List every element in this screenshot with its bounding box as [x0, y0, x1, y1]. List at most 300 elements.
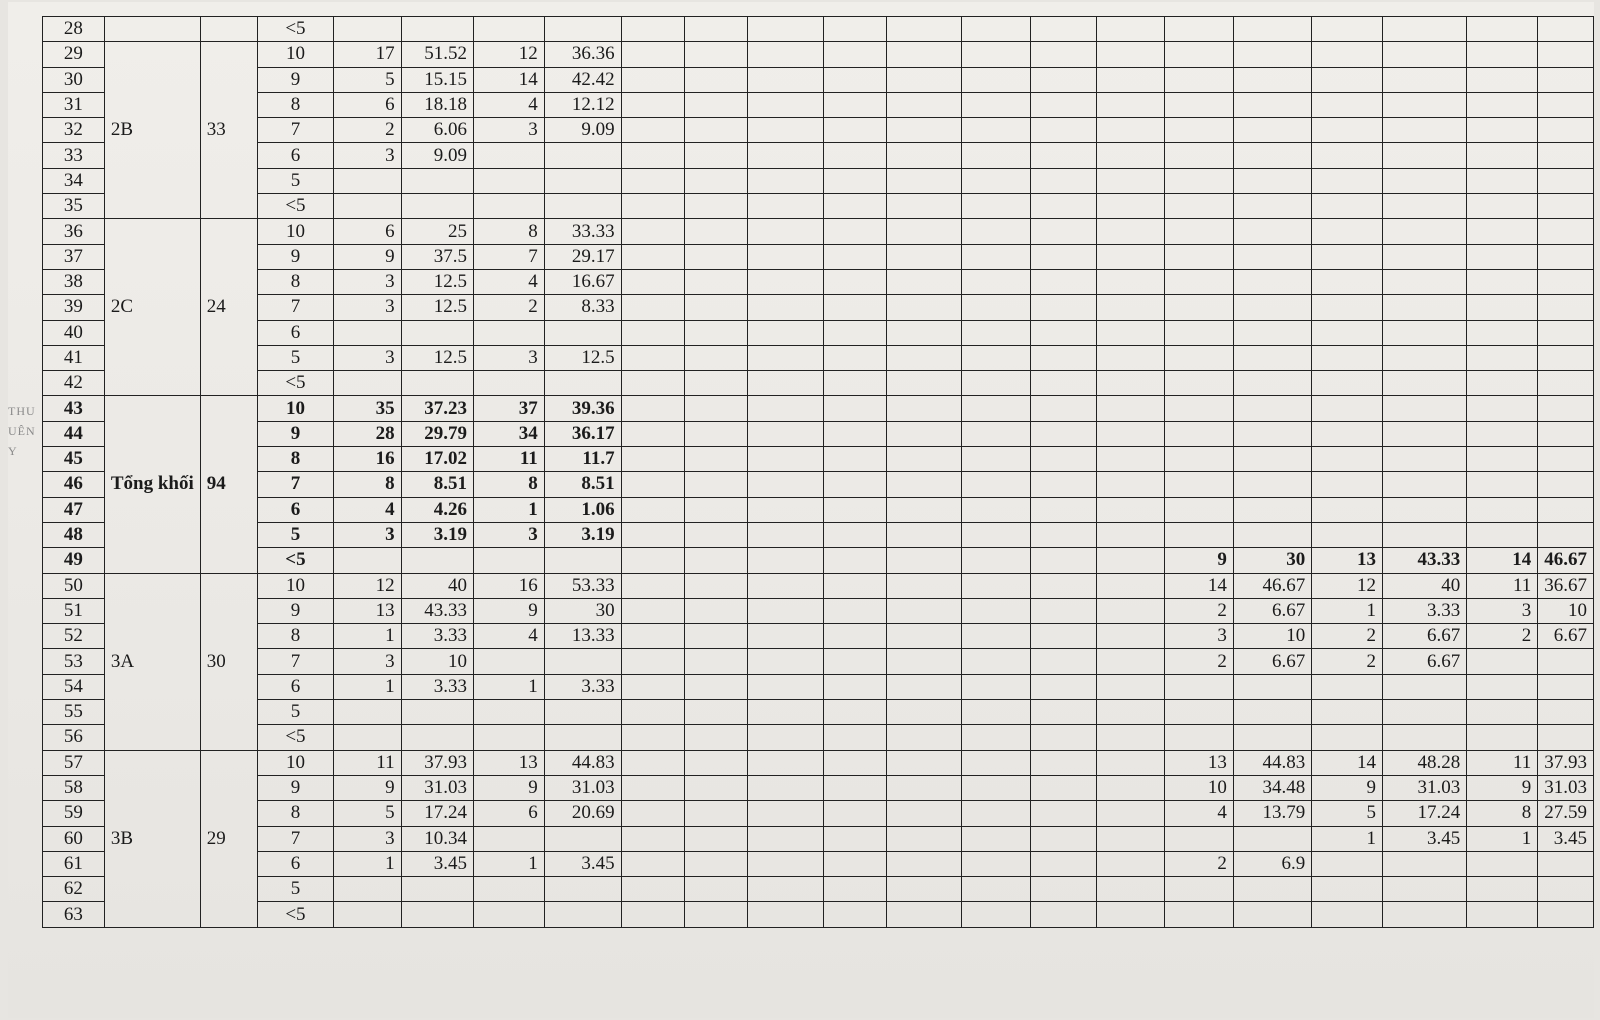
percent-cell: 37.93 [1538, 750, 1594, 775]
percent-cell [962, 725, 1031, 750]
row-number: 58 [43, 775, 105, 800]
percent-cell [1097, 244, 1165, 269]
percent-cell [1383, 902, 1467, 927]
percent-cell: 31.03 [1383, 775, 1467, 800]
percent-cell: 15.15 [401, 67, 473, 92]
count-cell [1164, 902, 1233, 927]
percent-cell [1097, 295, 1165, 320]
count-cell [1467, 522, 1538, 547]
count-cell [333, 725, 401, 750]
percent-cell: 6.67 [1383, 649, 1467, 674]
percent-cell [1383, 194, 1467, 219]
count-cell [1031, 522, 1097, 547]
count-cell [621, 902, 684, 927]
table-row [43, 497, 1594, 522]
percent-cell [684, 269, 747, 294]
count-cell: 2 [1312, 624, 1383, 649]
row-number: 57 [43, 750, 105, 775]
count-cell [1467, 649, 1538, 674]
count-cell [621, 396, 684, 421]
percent-cell [962, 522, 1031, 547]
percent-cell [824, 775, 887, 800]
percent-cell [962, 118, 1031, 143]
percent-cell: 6.06 [401, 118, 473, 143]
percent-cell [962, 573, 1031, 598]
table-body [43, 17, 1594, 928]
count-cell [333, 17, 401, 42]
percent-cell [824, 573, 887, 598]
count-cell [621, 168, 684, 193]
score-level-cell: 10 [258, 750, 334, 775]
scanned-sheet [8, 2, 1594, 1018]
percent-cell [962, 851, 1031, 876]
percent-cell: 10 [1538, 598, 1594, 623]
percent-cell [684, 649, 747, 674]
percent-cell: 10 [1233, 624, 1311, 649]
percent-cell [824, 92, 887, 117]
count-cell: 2 [473, 295, 544, 320]
count-cell [1312, 194, 1383, 219]
percent-cell [1097, 851, 1165, 876]
percent-cell [1383, 497, 1467, 522]
count-cell: 1 [333, 624, 401, 649]
percent-cell [684, 421, 747, 446]
percent-cell [962, 194, 1031, 219]
count-cell: 2 [1312, 649, 1383, 674]
count-cell [1031, 42, 1097, 67]
percent-cell: 12.5 [401, 295, 473, 320]
count-cell [1467, 295, 1538, 320]
count-cell [1031, 674, 1097, 699]
count-cell [1312, 269, 1383, 294]
percent-cell [1233, 674, 1311, 699]
count-cell [1164, 674, 1233, 699]
count-cell [621, 624, 684, 649]
table-row [43, 244, 1594, 269]
percent-cell [1538, 244, 1594, 269]
percent-cell [962, 421, 1031, 446]
score-level-cell: <5 [258, 371, 334, 396]
count-cell: 14 [1467, 548, 1538, 573]
count-cell [1467, 320, 1538, 345]
count-cell [1164, 320, 1233, 345]
percent-cell [544, 143, 621, 168]
percent-cell [1383, 345, 1467, 370]
count-cell [621, 118, 684, 143]
count-cell [1312, 168, 1383, 193]
count-cell [747, 700, 823, 725]
percent-cell: 30 [544, 598, 621, 623]
percent-cell [1538, 902, 1594, 927]
class-total-cell: 94 [200, 396, 257, 573]
class-name-cell [104, 17, 200, 42]
percent-cell [962, 826, 1031, 851]
percent-cell: 6.67 [1233, 649, 1311, 674]
percent-cell: 11.7 [544, 447, 621, 472]
table-row [43, 725, 1594, 750]
percent-cell [824, 320, 887, 345]
percent-cell [684, 92, 747, 117]
percent-cell [1538, 194, 1594, 219]
count-cell [621, 421, 684, 446]
percent-cell [1383, 447, 1467, 472]
row-number: 46 [43, 472, 105, 497]
row-number: 49 [43, 548, 105, 573]
percent-cell [684, 168, 747, 193]
count-cell [621, 649, 684, 674]
count-cell: 11 [1467, 750, 1538, 775]
percent-cell: 3.33 [401, 624, 473, 649]
count-cell [1467, 371, 1538, 396]
percent-cell [1538, 143, 1594, 168]
score-level-cell: 7 [258, 472, 334, 497]
count-cell [333, 877, 401, 902]
count-cell [621, 497, 684, 522]
percent-cell [544, 700, 621, 725]
percent-cell: 30 [1233, 548, 1311, 573]
count-cell [473, 700, 544, 725]
percent-cell [962, 42, 1031, 67]
percent-cell [1233, 118, 1311, 143]
percent-cell [544, 320, 621, 345]
score-level-cell: 8 [258, 624, 334, 649]
count-cell [887, 421, 962, 446]
count-cell: 8 [333, 472, 401, 497]
percent-cell [401, 168, 473, 193]
percent-cell [1538, 295, 1594, 320]
count-cell [1312, 295, 1383, 320]
row-number: 44 [43, 421, 105, 446]
percent-cell [544, 548, 621, 573]
score-level-cell: 5 [258, 700, 334, 725]
score-level-cell: 7 [258, 826, 334, 851]
count-cell [1164, 17, 1233, 42]
percent-cell [824, 674, 887, 699]
percent-cell [1383, 851, 1467, 876]
score-level-cell: 9 [258, 67, 334, 92]
percent-cell [1233, 447, 1311, 472]
percent-cell [684, 244, 747, 269]
count-cell [747, 522, 823, 547]
percent-cell [962, 219, 1031, 244]
count-cell [1164, 244, 1233, 269]
count-cell: 4 [473, 269, 544, 294]
percent-cell: 39.36 [544, 396, 621, 421]
count-cell [1031, 295, 1097, 320]
percent-cell [684, 877, 747, 902]
count-cell [621, 725, 684, 750]
table-row [43, 674, 1594, 699]
count-cell [621, 598, 684, 623]
count-cell [747, 573, 823, 598]
score-level-cell: <5 [258, 725, 334, 750]
percent-cell [1097, 143, 1165, 168]
count-cell [1467, 42, 1538, 67]
count-cell [1312, 447, 1383, 472]
count-cell [1164, 472, 1233, 497]
percent-cell [962, 17, 1031, 42]
percent-cell [1233, 320, 1311, 345]
row-number: 39 [43, 295, 105, 320]
count-cell [621, 801, 684, 826]
count-cell [1312, 522, 1383, 547]
count-cell [887, 877, 962, 902]
count-cell [747, 168, 823, 193]
count-cell [1467, 851, 1538, 876]
percent-cell [684, 447, 747, 472]
percent-cell [544, 902, 621, 927]
count-cell [747, 143, 823, 168]
percent-cell [1383, 67, 1467, 92]
percent-cell [684, 902, 747, 927]
row-number: 51 [43, 598, 105, 623]
count-cell: 3 [473, 345, 544, 370]
percent-cell [962, 472, 1031, 497]
count-cell [621, 851, 684, 876]
score-level-cell: 7 [258, 295, 334, 320]
percent-cell [1233, 826, 1311, 851]
row-number: 48 [43, 522, 105, 547]
count-cell [747, 421, 823, 446]
percent-cell [684, 851, 747, 876]
count-cell [1312, 725, 1383, 750]
percent-cell [1233, 17, 1311, 42]
count-cell [1031, 269, 1097, 294]
percent-cell: 36.36 [544, 42, 621, 67]
percent-cell [1233, 194, 1311, 219]
percent-cell [1233, 497, 1311, 522]
row-number: 54 [43, 674, 105, 699]
score-level-cell: 9 [258, 775, 334, 800]
percent-cell [962, 902, 1031, 927]
count-cell: 28 [333, 421, 401, 446]
count-cell [1164, 725, 1233, 750]
percent-cell [1383, 168, 1467, 193]
count-cell [1467, 421, 1538, 446]
percent-cell: 42.42 [544, 67, 621, 92]
count-cell [887, 143, 962, 168]
count-cell [887, 295, 962, 320]
percent-cell [962, 168, 1031, 193]
percent-cell [1538, 421, 1594, 446]
count-cell [1467, 67, 1538, 92]
count-cell: 2 [333, 118, 401, 143]
count-cell [1312, 92, 1383, 117]
percent-cell [1383, 472, 1467, 497]
percent-cell [1538, 472, 1594, 497]
percent-cell: 12.5 [544, 345, 621, 370]
percent-cell [684, 396, 747, 421]
count-cell [473, 877, 544, 902]
count-cell [1164, 700, 1233, 725]
margin-mark: THU [8, 404, 36, 418]
percent-cell [1233, 700, 1311, 725]
count-cell [473, 320, 544, 345]
count-cell [1031, 118, 1097, 143]
table-row [43, 92, 1594, 117]
percent-cell [544, 649, 621, 674]
count-cell [1312, 497, 1383, 522]
row-number: 43 [43, 396, 105, 421]
percent-cell [401, 877, 473, 902]
count-cell [1164, 67, 1233, 92]
percent-cell: 44.83 [1233, 750, 1311, 775]
count-cell [473, 17, 544, 42]
percent-cell [1538, 168, 1594, 193]
count-cell [1312, 371, 1383, 396]
percent-cell [1383, 320, 1467, 345]
count-cell [1312, 345, 1383, 370]
count-cell: 3 [333, 269, 401, 294]
count-cell [1312, 396, 1383, 421]
row-number: 30 [43, 67, 105, 92]
row-number: 55 [43, 700, 105, 725]
count-cell: 1 [473, 497, 544, 522]
count-cell [473, 168, 544, 193]
percent-cell [1097, 548, 1165, 573]
percent-cell [684, 801, 747, 826]
percent-cell: 20.69 [544, 801, 621, 826]
count-cell [1164, 345, 1233, 370]
count-cell [747, 598, 823, 623]
percent-cell: 31.03 [401, 775, 473, 800]
percent-cell [1538, 42, 1594, 67]
score-level-cell: <5 [258, 548, 334, 573]
percent-cell [684, 295, 747, 320]
count-cell [621, 826, 684, 851]
count-cell: 1 [1312, 598, 1383, 623]
count-cell [1164, 497, 1233, 522]
percent-cell: 3.33 [401, 674, 473, 699]
row-number: 52 [43, 624, 105, 649]
percent-cell: 17.02 [401, 447, 473, 472]
percent-cell: 9.09 [401, 143, 473, 168]
percent-cell: 43.33 [1383, 548, 1467, 573]
count-cell [887, 801, 962, 826]
count-cell [1031, 775, 1097, 800]
percent-cell [1383, 219, 1467, 244]
percent-cell: 37.93 [401, 750, 473, 775]
count-cell [1031, 92, 1097, 117]
count-cell: 1 [333, 674, 401, 699]
percent-cell [824, 421, 887, 446]
class-name-cell: 2B [104, 42, 200, 219]
count-cell [887, 194, 962, 219]
count-cell [1164, 92, 1233, 117]
count-cell [621, 700, 684, 725]
row-number: 36 [43, 219, 105, 244]
percent-cell: 37.5 [401, 244, 473, 269]
row-number: 32 [43, 118, 105, 143]
count-cell [621, 143, 684, 168]
count-cell [1467, 396, 1538, 421]
table-row [43, 345, 1594, 370]
table-row [43, 598, 1594, 623]
row-number: 45 [43, 447, 105, 472]
count-cell: 3 [473, 118, 544, 143]
percent-cell: 3.19 [401, 522, 473, 547]
percent-cell [962, 92, 1031, 117]
percent-cell [824, 194, 887, 219]
percent-cell: 9.09 [544, 118, 621, 143]
row-number: 40 [43, 320, 105, 345]
table-row [43, 826, 1594, 851]
percent-cell [544, 826, 621, 851]
count-cell: 3 [333, 826, 401, 851]
percent-cell [962, 67, 1031, 92]
table-row [43, 194, 1594, 219]
percent-cell [1233, 168, 1311, 193]
percent-cell: 3.45 [401, 851, 473, 876]
percent-cell [1383, 674, 1467, 699]
count-cell [1467, 472, 1538, 497]
percent-cell [1233, 877, 1311, 902]
count-cell [747, 725, 823, 750]
count-cell [887, 598, 962, 623]
row-number: 38 [43, 269, 105, 294]
count-cell: 1 [473, 674, 544, 699]
table-row [43, 219, 1594, 244]
count-cell [887, 522, 962, 547]
count-cell: 4 [473, 624, 544, 649]
percent-cell [1538, 447, 1594, 472]
count-cell: 11 [333, 750, 401, 775]
count-cell [1031, 649, 1097, 674]
count-cell: 9 [1312, 775, 1383, 800]
count-cell [747, 345, 823, 370]
count-cell [747, 750, 823, 775]
percent-cell [401, 548, 473, 573]
count-cell [747, 826, 823, 851]
percent-cell [1097, 269, 1165, 294]
percent-cell [1538, 851, 1594, 876]
count-cell [621, 42, 684, 67]
table-row [43, 396, 1594, 421]
percent-cell [962, 497, 1031, 522]
percent-cell: 29.17 [544, 244, 621, 269]
count-cell: 3 [333, 649, 401, 674]
percent-cell: 3.45 [1383, 826, 1467, 851]
count-cell: 13 [473, 750, 544, 775]
percent-cell [544, 371, 621, 396]
percent-cell [1383, 725, 1467, 750]
count-cell [887, 17, 962, 42]
count-cell: 13 [1164, 750, 1233, 775]
row-number: 59 [43, 801, 105, 826]
percent-cell [824, 598, 887, 623]
count-cell [1467, 497, 1538, 522]
score-level-cell: 8 [258, 801, 334, 826]
count-cell [1467, 877, 1538, 902]
count-cell [1312, 674, 1383, 699]
count-cell [887, 118, 962, 143]
count-cell [1031, 548, 1097, 573]
count-cell [1467, 700, 1538, 725]
count-cell [473, 143, 544, 168]
percent-cell [1097, 700, 1165, 725]
count-cell: 7 [473, 244, 544, 269]
table-row [43, 851, 1594, 876]
percent-cell [684, 42, 747, 67]
count-cell [747, 548, 823, 573]
percent-cell [1383, 700, 1467, 725]
count-cell: 5 [333, 67, 401, 92]
count-cell: 11 [473, 447, 544, 472]
count-cell: 13 [1312, 548, 1383, 573]
percent-cell [1097, 472, 1165, 497]
percent-cell [544, 877, 621, 902]
count-cell: 9 [1467, 775, 1538, 800]
